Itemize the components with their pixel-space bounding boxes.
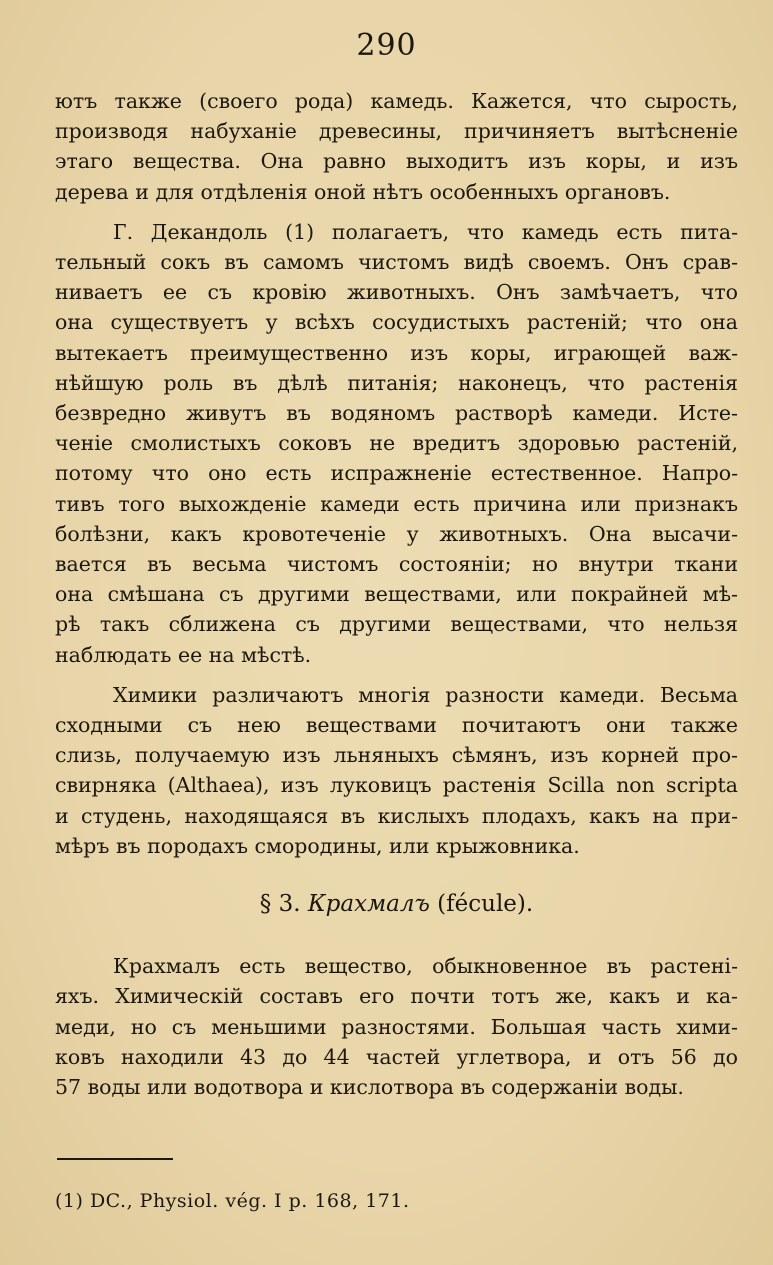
text-line: потому что оно есть испражненіе естественное. Напро-	[55, 461, 738, 486]
paragraphs-before-section	[55, 86, 738, 861]
paragraphs-after-section	[55, 951, 738, 1102]
text-line: болѣзни, какъ кровотеченіе у животныхъ. Она высачи-	[55, 521, 738, 546]
text-line: мѣръ въ породахъ смородины, или крыжовника.	[55, 833, 580, 858]
text-line: Химики различаютъ многія разности камеди. Весьма	[113, 682, 738, 707]
paragraph	[55, 217, 738, 670]
text-line: свирняка (Althaea), изъ луковицъ растенія Scilla non scripta	[55, 773, 738, 798]
body-text	[55, 86, 738, 1112]
text-line: она смѣшана съ другими веществами, или покрайней мѣ-	[55, 582, 738, 607]
text-line: ченіе смолистыхъ соковъ не вредитъ здоровью растеній,	[55, 431, 738, 456]
section-subtitle: (fécule).	[437, 891, 534, 918]
paragraph	[55, 86, 738, 207]
text-line: тивъ того выхожденіе камеди есть причина или признакъ	[55, 491, 738, 516]
text-line: сходными съ нею веществами почитаютъ они также	[55, 713, 738, 738]
paragraph	[55, 680, 738, 861]
page-number: 290	[356, 28, 417, 63]
text-line: дерева и для отдѣленія оной нѣтъ особенныхъ органовъ.	[55, 179, 671, 204]
text-line: ютъ также (своего рода) камедь. Кажется, что сырость,	[55, 89, 738, 113]
text-line: яхъ. Химическій составъ его почти тотъ же, какъ и ка-	[55, 984, 738, 1009]
footnote: (1) DC., Physiol. vég. I p. 168, 171.	[55, 1190, 410, 1212]
text-line: ковъ находили 43 до 44 частей углетвора, и отъ 56 до	[55, 1044, 738, 1069]
text-line: Г. Декандоль (1) полагаетъ, что камедь есть пита-	[113, 219, 738, 244]
text-line: меди, но съ меньшими разностями. Большая часть хими-	[55, 1014, 738, 1039]
section-heading	[55, 889, 738, 919]
text-line: она существуетъ у всѣхъ сосудистыхъ растеній; что она	[55, 310, 738, 335]
section-title: Крахмалъ	[307, 891, 430, 918]
text-line: безвредно живутъ въ водяномъ растворѣ камеди. Исте-	[55, 401, 738, 426]
text-line: 57 воды или водотвора и кислотвора въ содержаніи воды.	[55, 1075, 684, 1100]
section-number: § 3.	[259, 891, 301, 918]
text-line: Крахмалъ есть вещество, обыкновенное въ растені-	[113, 954, 738, 979]
text-line: наблюдать ее на мѣстѣ.	[55, 642, 312, 667]
text-line: слизь, получаемую изъ льняныхъ сѣмянъ, изъ корней про-	[55, 743, 738, 768]
text-line: рѣ такъ сближена съ другими веществами, что нельзя	[55, 612, 738, 637]
text-line: тельный сокъ въ самомъ чистомъ видѣ своемъ. Онъ срав-	[55, 250, 738, 275]
footnote-divider	[57, 1158, 173, 1160]
text-line: этаго вещества. Она равно выходитъ изъ коры, и изъ	[55, 149, 738, 174]
text-line: производя набуханіе древесины, причиняетъ вытѣсненіе	[55, 119, 738, 144]
text-line: вытекаетъ преимущественно изъ коры, играющей важ-	[55, 340, 738, 365]
text-line: вается въ весьма чистомъ состояніи; но внутри ткани	[55, 552, 738, 577]
text-line: ниваетъ ее съ кровію животныхъ. Онъ замѣчаетъ, что	[55, 280, 738, 305]
text-line: и студень, находящаяся въ кислыхъ плодахъ, какъ на при-	[55, 803, 738, 828]
paragraph	[55, 951, 738, 1102]
text-line: нѣйшую роль въ дѣлѣ питанія; наконецъ, что растенія	[55, 370, 738, 395]
